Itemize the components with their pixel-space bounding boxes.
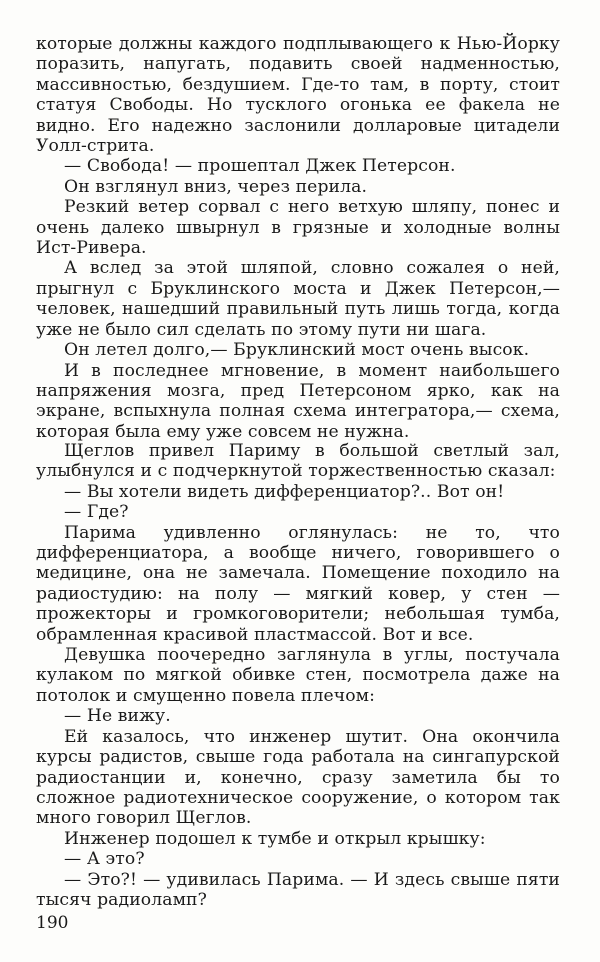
paragraph: — А это? [64, 849, 145, 870]
paragraph: Девушка поочередно заглянула в углы, постучала кулаком по мягкой обивке стен, посмотрела даже на потолок и смущенно повела плечом: [36, 645, 560, 706]
paragraph: — Свобода! — прошептал Джек Петерсон. [64, 156, 456, 177]
paragraph: — Это?! — удивилась Парима. — И здесь свыше пяти тысяч радиоламп? [36, 869, 560, 910]
text-section-2 [36, 441, 560, 910]
paragraph: Щеглов привел Париму в большой светлый зал, улыбнулся и с подчеркнутой торжественностью сказал: [36, 441, 560, 482]
paragraph: Инженер подошел к тумбе и открыл крышку: [64, 828, 486, 849]
paragraph: — Не вижу. [64, 706, 171, 727]
paragraph: — Где? [64, 502, 129, 523]
paragraph: Он взглянул вниз, через перила. [64, 176, 368, 197]
paragraph: И в последнее мгновение, в момент наибольшего напряжения мозга, пред Петерсоном ярко, как на экране, вспыхнула полная схема интегратора,— схема, которая была ему уже совсем не нужна. [36, 360, 560, 442]
text-section-1 [36, 34, 560, 442]
paragraph: которые должны каждого подплывающего к Нью-Йорку поразить, напугать, подавить своей надменностью, массивностью, бездушием. Где-то там, в порту, стоит статуя Свободы. Но тусклого огонька ее факела не видно. Его надежно заслонили долларовые цитадели Уолл-стрита. [36, 34, 560, 157]
paragraph: Парима удивленно оглянулась: не то, что дифференциатора, а вообще ничего, говорившего о медицине, она не замечала. Помещение походило на радиостудию: на полу — мягкий ковер, у стен — прожекторы и громкоговорители; небольшая тумба, обрамленная красивой пластмассой. Вот и все. [36, 522, 560, 645]
paragraph: — Вы хотели видеть дифференциатор?.. Вот он! [64, 481, 505, 502]
paragraph: Он летел долго,— Бруклинский мост очень высок. [64, 340, 530, 361]
paragraph: Ей казалось, что инженер шутит. Она окончила курсы радистов, свыше года работала на сингапурской радиостанции и, конечно, сразу заметила бы то сложное радиотехническое сооружение, о котором так много говорил Щеглов. [36, 726, 560, 829]
page-number: 190 [36, 913, 69, 933]
paragraph: А вслед за этой шляпой, словно сожалея о ней, прыгнул с Бруклинского моста и Джек Петерсон,— человек, нашедший правильный путь лишь тогда, когда уже не было сил сделать по этому пути ни шага. [36, 258, 560, 340]
paragraph: Резкий ветер сорвал с него ветхую шляпу, понес и очень далеко швырнул в грязные и холодные волны Ист-Ривера. [36, 197, 560, 259]
